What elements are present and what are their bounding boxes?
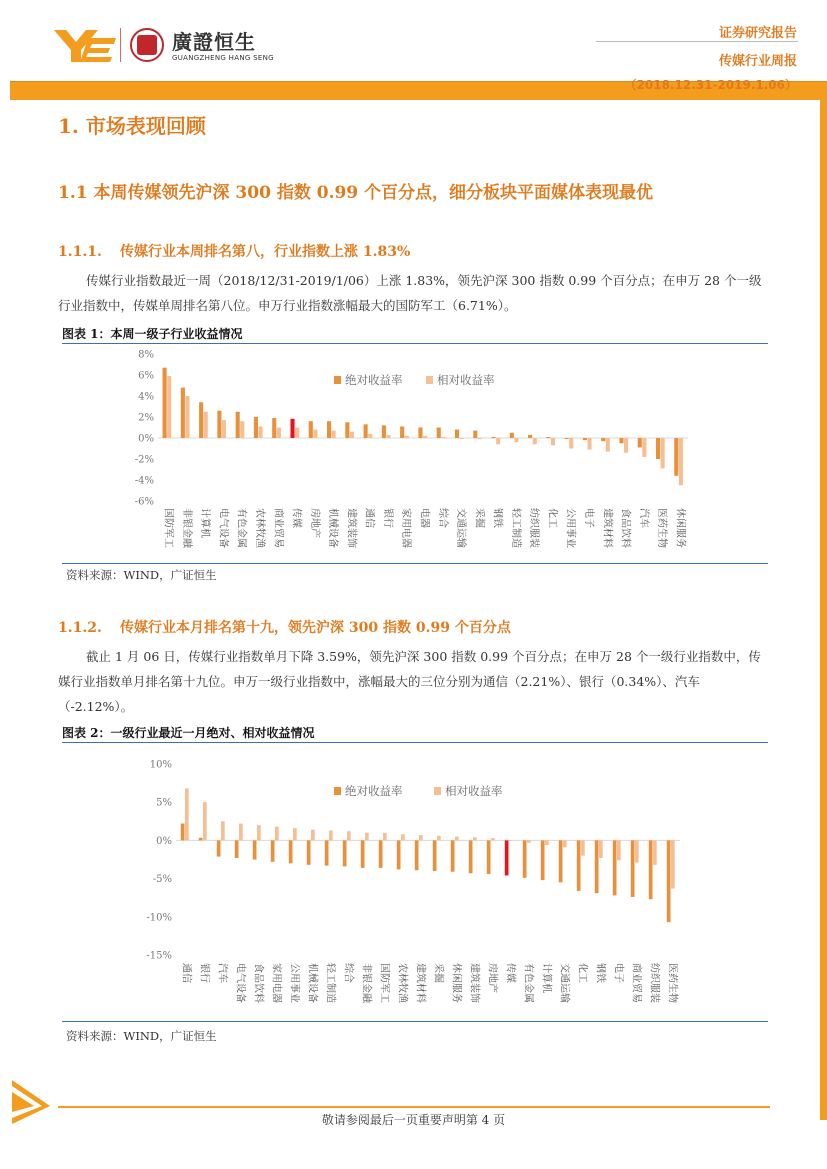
bar-absolute xyxy=(397,840,401,869)
bar-relative xyxy=(455,837,459,841)
bar-relative xyxy=(167,376,171,438)
bar-absolute xyxy=(199,838,203,841)
logo-subtitle: GUANGZHENG HANG SENG xyxy=(172,54,274,62)
bar-absolute xyxy=(638,438,642,447)
x-tick-label: 非银金融 xyxy=(180,508,192,548)
bar-absolute xyxy=(595,840,599,893)
bar-relative xyxy=(635,840,639,862)
x-tick-label: 传媒 xyxy=(504,963,516,983)
x-tick-label: 传媒 xyxy=(290,508,302,528)
x-tick-label: 综合 xyxy=(342,963,354,983)
bar-absolute xyxy=(382,425,386,438)
x-tick-label: 计算机 xyxy=(199,508,211,538)
bar-relative xyxy=(460,438,464,439)
bar-relative xyxy=(527,840,531,842)
x-tick-label: 农林牧渔 xyxy=(254,508,266,548)
x-tick-label: 交通运输 xyxy=(455,508,467,548)
bar-relative xyxy=(509,840,513,841)
bar-absolute xyxy=(418,428,422,439)
x-tick-label: 家用电器 xyxy=(270,963,282,1003)
figure-1-bottom-rule xyxy=(62,563,768,564)
x-tick-label: 食品饮料 xyxy=(252,963,264,1003)
bar-relative xyxy=(368,434,372,438)
x-tick-label: 休闲服务 xyxy=(674,508,686,548)
footer-text: 敬请参阅最后一页重要声明第 4 页 xyxy=(321,1113,506,1127)
bar-relative xyxy=(203,802,207,840)
bar-absolute xyxy=(528,435,532,438)
legend-label: 相对收益率 xyxy=(437,373,495,387)
y-tick-label: -15% xyxy=(146,950,172,962)
bar-relative xyxy=(478,438,482,439)
bar-relative xyxy=(222,420,226,438)
x-tick-label: 休闲服务 xyxy=(450,963,462,1003)
paragraph-weekly: 传媒行业指数最近一周（2018/12/31-2019/1/06）上涨 1.83%，领先沪深 300 指数 0.99 个百分点；在申万 28 个一级行业指数中，传媒单周排名第八位。申万行业指数涨幅最大的国防军工（6.71%）。 xyxy=(58,273,762,313)
y-tick-label: -4% xyxy=(134,475,154,487)
x-tick-label: 房地产 xyxy=(308,508,320,538)
y-tick-label: 6% xyxy=(138,370,154,382)
x-tick-label: 国防军工 xyxy=(378,963,390,1003)
bar-relative xyxy=(204,412,208,438)
bar-relative xyxy=(587,438,591,450)
y-tick-label: -10% xyxy=(146,912,172,924)
bar-absolute xyxy=(253,840,257,859)
bar-relative xyxy=(221,821,225,840)
bar-absolute xyxy=(343,840,347,866)
company-logo xyxy=(54,24,284,70)
x-tick-label: 银行 xyxy=(198,963,210,983)
bar-absolute xyxy=(523,840,527,877)
figure-2-title: 图表 2：一级行业最近一月绝对、相对收益情况 xyxy=(62,726,315,740)
bar-absolute xyxy=(667,840,671,922)
bar-relative xyxy=(365,833,369,841)
paragraph-monthly: 截止 1 月 06 日，传媒行业指数单月下降 3.59%，领先沪深 300 指数 0.99 个百分点；在申万 28 个一级行业指数中，传媒行业指数单月排名第十九位。申万一级行业指数中，涨幅最大的三位分别为通信（2.21%）、银行（0.34%）、汽车（-2.12%）。 xyxy=(58,649,761,714)
bar-relative xyxy=(569,438,573,449)
x-tick-label: 化工 xyxy=(546,508,558,528)
bar-absolute xyxy=(674,438,678,476)
bar-absolute xyxy=(181,388,185,438)
x-tick-label: 医药生物 xyxy=(656,508,668,548)
bar-relative xyxy=(185,396,189,438)
bar-relative xyxy=(401,834,405,840)
section-title: 传媒行业本周排名第八，行业指数上涨 1.83% xyxy=(120,244,411,260)
bar-relative xyxy=(277,428,281,439)
x-tick-label: 综合 xyxy=(436,508,448,528)
bar-absolute xyxy=(565,438,569,439)
bar-relative xyxy=(581,840,585,855)
bar-absolute xyxy=(289,840,293,863)
x-tick-label: 家用电器 xyxy=(400,508,412,548)
bar-absolute xyxy=(235,840,239,858)
x-tick-label: 纺织服装 xyxy=(528,508,540,548)
x-tick-label: 轻工制造 xyxy=(324,963,336,1003)
x-tick-label: 食品饮料 xyxy=(619,508,631,548)
x-tick-label: 交通运输 xyxy=(558,963,570,1003)
x-tick-label: 电气设备 xyxy=(234,963,246,1003)
bar-absolute xyxy=(254,417,258,438)
legend-label: 绝对收益率 xyxy=(345,784,403,798)
x-tick-label: 计算机 xyxy=(540,963,552,993)
bar-absolute xyxy=(272,418,276,438)
y-tick-label: 0% xyxy=(138,433,154,445)
x-tick-label: 钢铁 xyxy=(594,963,606,983)
figure-1-chart xyxy=(62,344,768,562)
bar-relative xyxy=(653,840,657,864)
bar-absolute xyxy=(649,840,653,899)
legend-swatch xyxy=(334,787,341,795)
bar-relative xyxy=(240,421,244,438)
x-tick-label: 汽车 xyxy=(216,963,228,983)
bar-relative xyxy=(491,838,495,840)
x-tick-label: 商业贸易 xyxy=(630,963,642,1003)
figure-1-source: 资料来源：WIND，广证恒生 xyxy=(66,568,217,582)
x-tick-label: 公用事业 xyxy=(564,508,576,548)
figure-2-source: 资料来源：WIND，广证恒生 xyxy=(66,1029,217,1043)
bar-relative xyxy=(419,835,423,840)
logo-name: 廣證恒生 xyxy=(172,30,256,54)
report-period: （2018.12.31-2019.1.06） xyxy=(624,78,797,92)
y-tick-label: -2% xyxy=(134,454,154,466)
bar-absolute xyxy=(451,840,455,871)
x-tick-label: 纺织服装 xyxy=(648,963,660,1003)
bar-absolute xyxy=(437,428,441,439)
bar-absolute xyxy=(601,438,605,441)
weekly-return-bar-chart xyxy=(62,344,768,562)
bar-relative xyxy=(293,828,297,840)
bar-relative xyxy=(386,435,390,438)
x-tick-label: 商业贸易 xyxy=(272,508,284,548)
y-tick-label: -5% xyxy=(152,874,172,886)
bar-absolute xyxy=(577,840,581,890)
bar-absolute xyxy=(583,438,587,440)
bar-relative xyxy=(661,438,665,468)
legend-swatch xyxy=(426,376,433,384)
bar-absolute xyxy=(325,840,329,865)
y-tick-label: 4% xyxy=(138,391,154,403)
x-tick-label: 国防军工 xyxy=(162,508,174,548)
x-tick-label: 建筑材料 xyxy=(414,963,426,1003)
bar-absolute xyxy=(546,437,550,438)
x-tick-label: 电子 xyxy=(612,963,624,983)
bar-relative xyxy=(239,824,243,841)
bar-relative xyxy=(347,831,351,840)
x-tick-label: 医药生物 xyxy=(666,963,678,1003)
monthly-return-bar-chart xyxy=(62,743,768,1020)
x-tick-label: 非银金融 xyxy=(360,963,372,1003)
section-number: 1.1.1. xyxy=(58,244,102,260)
x-tick-label: 电器 xyxy=(418,508,430,528)
bar-relative xyxy=(599,840,603,858)
bar-relative xyxy=(514,438,518,442)
bar-relative xyxy=(671,840,675,888)
section-heading-1-1: 1.1 本周传媒领先沪深 300 指数 0.99 个百分点，细分板块平面媒体表现最优 xyxy=(58,183,654,203)
bar-absolute xyxy=(309,421,313,438)
bar-relative xyxy=(473,837,477,840)
bar-absolute xyxy=(469,840,473,873)
y-tick-label: 8% xyxy=(138,349,154,361)
x-tick-label: 通信 xyxy=(180,963,192,983)
section-heading-1-1-2 xyxy=(58,617,511,637)
x-tick-label: 建筑装饰 xyxy=(468,963,480,1003)
bar-relative xyxy=(313,430,317,438)
bar-relative xyxy=(405,436,409,438)
bar-absolute xyxy=(473,431,477,438)
bar-absolute xyxy=(631,840,635,897)
figure-1-title: 图表 1：本周一级子行业收益情况 xyxy=(62,327,243,341)
y-tick-label: 0% xyxy=(156,835,172,847)
bar-absolute xyxy=(199,402,203,438)
bar-absolute xyxy=(619,438,623,443)
bar-relative xyxy=(350,432,354,438)
bar-absolute xyxy=(656,438,660,459)
bar-relative xyxy=(679,438,683,485)
bar-relative xyxy=(311,830,315,841)
x-tick-label: 采掘 xyxy=(432,963,444,983)
bar-relative xyxy=(332,431,336,438)
x-tick-label: 机械设备 xyxy=(306,963,318,1003)
x-tick-label: 农林牧渔 xyxy=(396,963,408,1003)
x-tick-label: 钢铁 xyxy=(491,508,503,528)
seal-icon xyxy=(130,28,164,62)
x-tick-label: 采掘 xyxy=(473,508,485,528)
y-tick-label: 5% xyxy=(156,797,172,809)
logo-separator xyxy=(120,28,121,62)
x-tick-label: 房地产 xyxy=(486,963,498,993)
bar-relative xyxy=(533,438,537,444)
bar-absolute xyxy=(307,840,311,864)
x-tick-label: 汽车 xyxy=(637,508,649,528)
bar-relative xyxy=(423,436,427,438)
y-tick-label: 2% xyxy=(138,412,154,424)
x-tick-label: 通信 xyxy=(363,508,375,528)
bar-absolute xyxy=(290,419,294,438)
figure-2-bottom-rule xyxy=(62,1021,768,1022)
bar-relative xyxy=(617,840,621,860)
x-tick-label: 建筑装饰 xyxy=(345,508,357,548)
x-tick-label: 机械设备 xyxy=(327,508,339,548)
x-tick-label: 有色金属 xyxy=(235,508,247,548)
bar-relative xyxy=(606,438,610,452)
bar-absolute xyxy=(455,430,459,438)
legend-label: 相对收益率 xyxy=(445,784,503,798)
x-tick-label: 银行 xyxy=(381,508,393,528)
x-tick-label: 化工 xyxy=(576,963,588,983)
bar-absolute xyxy=(492,437,496,438)
bar-absolute xyxy=(559,840,563,882)
bar-relative xyxy=(329,830,333,840)
legend-swatch xyxy=(434,787,441,795)
bar-relative xyxy=(295,428,299,438)
section-heading-1: 1. 市场表现回顾 xyxy=(58,114,206,138)
x-tick-label: 电子 xyxy=(582,508,594,528)
footer-rule xyxy=(58,1106,770,1108)
bar-absolute xyxy=(487,840,491,874)
bar-relative xyxy=(185,788,189,840)
bar-absolute xyxy=(613,840,617,895)
report-title: 传媒行业周报 xyxy=(718,54,797,69)
bar-absolute xyxy=(345,422,349,438)
ye-logo-icon xyxy=(54,26,116,64)
legend-label: 绝对收益率 xyxy=(345,373,403,387)
bar-absolute xyxy=(364,424,368,438)
bar-absolute xyxy=(400,426,404,438)
report-type: 证券研究报告 xyxy=(718,26,797,41)
bar-relative xyxy=(545,840,549,845)
figure-2-chart xyxy=(62,743,768,1020)
bar-relative xyxy=(642,438,646,457)
bar-relative xyxy=(257,825,261,840)
bar-relative xyxy=(624,438,628,453)
bar-absolute xyxy=(217,840,221,856)
bar-absolute xyxy=(271,840,275,861)
bar-absolute xyxy=(181,824,185,841)
bar-relative xyxy=(259,426,263,438)
x-tick-label: 电气设备 xyxy=(217,508,229,548)
y-tick-label: -6% xyxy=(134,496,154,508)
bar-absolute xyxy=(163,368,167,438)
bar-absolute xyxy=(541,840,545,880)
y-tick-label: 10% xyxy=(149,759,172,771)
bar-absolute xyxy=(361,840,365,868)
bar-absolute xyxy=(217,411,221,438)
bar-relative xyxy=(496,438,500,444)
bar-relative xyxy=(551,438,555,445)
bar-absolute xyxy=(379,840,383,868)
x-tick-label: 有色金属 xyxy=(522,963,534,1003)
bar-relative xyxy=(437,836,441,841)
legend-swatch xyxy=(334,376,341,384)
bar-absolute xyxy=(415,840,419,870)
bar-relative xyxy=(383,833,387,841)
bar-relative xyxy=(563,840,567,847)
bar-absolute xyxy=(433,840,437,871)
bar-absolute xyxy=(236,412,240,438)
x-tick-label: 建筑材料 xyxy=(601,508,613,548)
bar-absolute xyxy=(327,421,331,438)
right-side-bar xyxy=(820,100,827,1120)
section-number: 1.1.2. xyxy=(58,620,102,636)
bar-relative xyxy=(441,437,445,438)
bar-absolute xyxy=(505,840,509,875)
bar-absolute xyxy=(510,433,514,438)
bar-relative xyxy=(275,827,279,841)
header-divider xyxy=(596,41,798,42)
section-title: 传媒行业本月排名第十九，领先沪深 300 指数 0.99 个百分点 xyxy=(120,620,511,636)
x-tick-label: 轻工制造 xyxy=(509,508,521,548)
section-heading-1-1-1 xyxy=(58,241,410,261)
x-tick-label: 公用事业 xyxy=(288,963,300,1003)
